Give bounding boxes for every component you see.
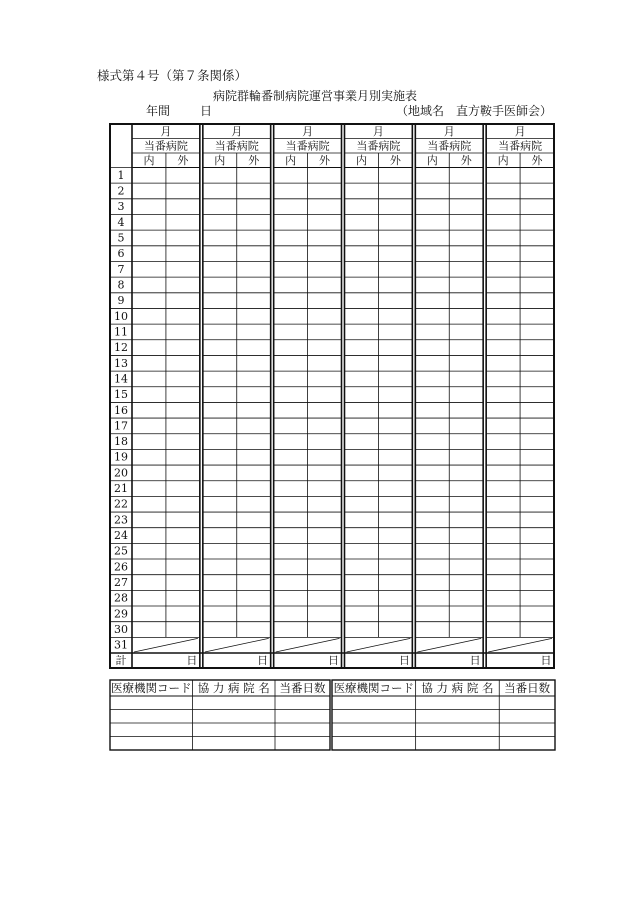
hospital-label: 当番病院	[427, 139, 472, 153]
outer-label: 外	[248, 153, 260, 167]
row-number: 3	[117, 200, 125, 214]
row-number: 27	[114, 576, 128, 590]
hospital-label: 当番病院	[143, 139, 188, 153]
month-label: 月	[372, 124, 384, 138]
total-day-unit: 日	[469, 654, 481, 667]
outer-label: 外	[531, 153, 543, 167]
row-number: 16	[114, 403, 128, 417]
diagonal-strike	[347, 638, 411, 652]
outer-label: 外	[389, 153, 401, 167]
hospital-label: 当番病院	[498, 139, 543, 153]
month-label: 月	[302, 124, 314, 138]
monthly-schedule-table	[110, 124, 554, 668]
total-day-unit: 日	[257, 654, 269, 667]
inner-label: 内	[285, 153, 297, 167]
row-number: 2	[117, 184, 125, 198]
hospital-table-header: 当番日数	[279, 681, 326, 695]
region-label: （地域名 直方鞍手医師会）	[396, 104, 553, 118]
diagonal-strike	[205, 638, 269, 652]
row-number: 31	[114, 638, 128, 652]
diagonal-strike	[134, 638, 198, 652]
hospital-table-header: 協 力 病 院 名	[197, 681, 270, 695]
total-day-unit: 日	[540, 654, 552, 667]
row-number: 23	[114, 513, 128, 527]
row-number: 26	[114, 560, 128, 574]
diagonal-strike	[417, 638, 481, 652]
row-number: 25	[114, 544, 128, 558]
row-number: 17	[114, 419, 128, 433]
inner-label: 内	[497, 153, 509, 167]
total-day-unit: 日	[186, 654, 198, 667]
form-number: 様式第４号（第７条関係）	[97, 68, 248, 83]
row-number: 14	[114, 372, 128, 386]
total-label: 計	[115, 654, 127, 667]
row-number: 6	[117, 247, 125, 261]
month-label: 月	[160, 124, 172, 138]
month-label: 月	[514, 124, 526, 138]
row-number: 18	[114, 435, 128, 449]
row-number: 28	[114, 591, 128, 605]
row-number: 24	[114, 529, 128, 543]
outer-label: 外	[319, 153, 331, 167]
hospital-table-header: 協 力 病 院 名	[421, 681, 494, 695]
diagonal-strike	[276, 638, 340, 652]
total-day-unit: 日	[328, 654, 339, 667]
outer-label: 外	[460, 153, 472, 167]
hospital-table-header: 医療機関コード	[111, 681, 192, 695]
inner-label: 内	[214, 153, 226, 167]
row-number: 22	[114, 497, 128, 511]
row-number: 21	[114, 482, 128, 496]
diagonal-strike	[488, 638, 552, 652]
row-number: 29	[114, 607, 128, 621]
row-number: 10	[114, 309, 128, 323]
table-border	[110, 124, 554, 668]
row-number: 9	[117, 294, 125, 308]
row-number: 12	[114, 341, 128, 355]
hospital-label: 当番病院	[356, 139, 401, 153]
inner-label: 内	[143, 153, 155, 167]
day-label: 日	[200, 104, 213, 118]
document-title: 病院群輪番制病院運営事業月別実施表	[212, 89, 417, 103]
row-number: 7	[117, 262, 125, 276]
row-number: 13	[114, 356, 128, 370]
total-day-unit: 日	[398, 654, 410, 667]
month-label: 月	[443, 124, 455, 138]
month-label: 月	[231, 124, 243, 138]
row-number: 30	[114, 623, 128, 637]
row-number: 19	[114, 450, 128, 464]
row-number: 5	[117, 231, 125, 245]
hospital-table-header: 当番日数	[504, 681, 551, 695]
hospital-label: 当番病院	[285, 139, 330, 153]
row-number: 20	[114, 466, 128, 480]
inner-label: 内	[355, 153, 367, 167]
hospital-table-header: 医療機関コード	[333, 681, 415, 695]
row-number: 11	[114, 325, 128, 339]
year-label: 年間	[146, 104, 171, 118]
row-number: 8	[117, 278, 125, 292]
hospital-label: 当番病院	[214, 139, 259, 153]
row-number: 1	[117, 168, 125, 182]
hospital-list-table	[110, 680, 555, 750]
outer-label: 外	[177, 153, 189, 167]
row-number: 15	[114, 388, 128, 402]
inner-label: 内	[426, 153, 438, 167]
row-number: 4	[117, 215, 125, 229]
